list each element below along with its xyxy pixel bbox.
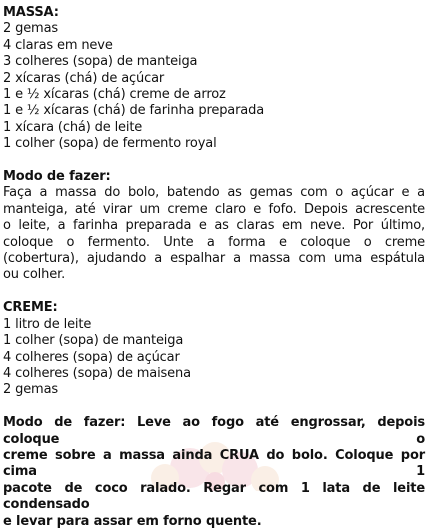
spacer bbox=[3, 284, 425, 300]
paragraph-line: Modo de fazer: Leve ao fogo até engrossar, depois coloque o bbox=[3, 415, 425, 447]
massa-ingredients-list bbox=[3, 21, 425, 152]
ingredient-item: 1 colher (sopa) de fermento royal bbox=[3, 136, 217, 152]
modo-de-fazer-heading: Modo de fazer: bbox=[3, 169, 111, 185]
paragraph-line: e levar para assar em forno quente. bbox=[3, 513, 262, 529]
ingredient-item: 2 gemas bbox=[3, 382, 59, 398]
ingredient-item: 1 colher (sopa) de manteiga bbox=[3, 333, 184, 349]
paragraph-line: Faça a massa do bolo, batendo as gemas com o açúcar e a bbox=[3, 185, 425, 201]
ingredient-item: 2 xícaras (chá) de açúcar bbox=[3, 70, 165, 86]
modo-de-fazer-paragraph bbox=[3, 185, 425, 283]
ingredient-item: 2 gemas bbox=[3, 21, 59, 37]
spacer bbox=[3, 153, 425, 169]
ingredient-item: 1 e ½ xícaras (chá) creme de arroz bbox=[3, 87, 226, 103]
massa-heading: MASSA: bbox=[3, 5, 59, 20]
paragraph-line: pacote de coco ralado. Regar com 1 lata de leite condensado bbox=[3, 480, 425, 513]
recipe-document bbox=[3, 5, 425, 530]
ingredient-item: 3 colheres (sopa) de manteiga bbox=[3, 54, 198, 70]
paragraph-line: manteiga, até virar um creme claro e fofo. Depois acrescente bbox=[3, 201, 425, 217]
ingredient-item: 1 litro de leite bbox=[3, 316, 92, 332]
paragraph-line: coloque o fermento. Unte a forma e coloque o creme bbox=[3, 234, 425, 250]
paragraph-line: creme sobre a massa ainda CRUA do bolo. Coloque por cima 1 bbox=[3, 447, 425, 480]
paragraph-line: ou colher. bbox=[3, 267, 66, 283]
ingredient-item: 4 colheres (sopa) de maisena bbox=[3, 365, 191, 381]
spacer bbox=[3, 399, 425, 415]
ingredient-item: 4 claras em neve bbox=[3, 37, 113, 53]
creme-heading: CREME: bbox=[3, 300, 58, 316]
ingredient-item: 1 xícara (chá) de leite bbox=[3, 119, 143, 135]
creme-modo-de-fazer-paragraph bbox=[3, 415, 425, 530]
ingredient-item: 4 colheres (sopa) de açúcar bbox=[3, 349, 180, 365]
paragraph-line: o leite, a farinha preparada e as claras em neve. Por último, bbox=[3, 218, 425, 234]
ingredient-item: 1 e ½ xícaras (chá) de farinha preparada bbox=[3, 103, 265, 119]
paragraph-line: (cobertura), ajudando a espalhar a massa com uma espátula bbox=[3, 251, 425, 267]
creme-ingredients-list bbox=[3, 317, 425, 399]
